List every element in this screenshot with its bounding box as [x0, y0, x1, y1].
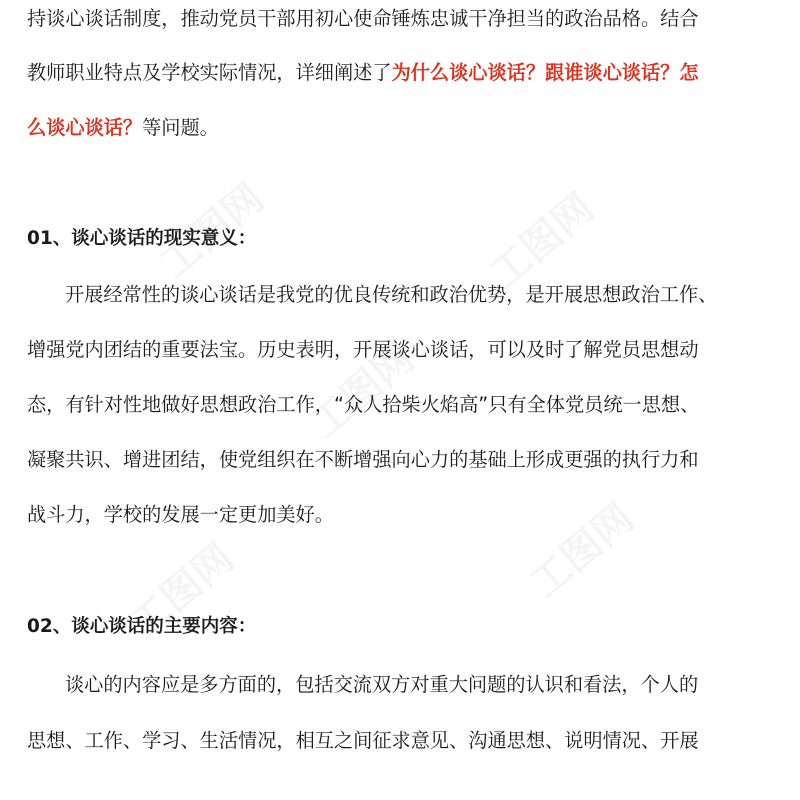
section-1-heading: 01、谈心谈话的现实意义：	[27, 228, 257, 249]
intro-line-3-text: 等问题。	[142, 116, 219, 139]
watermark	[516, 488, 645, 609]
section-1-line: 增强党内团结的重要法宝。历史表明，开展谈心谈话，可以及时了解党员思想动	[27, 338, 699, 361]
intro-line-3	[27, 115, 219, 141]
section-1-line: 开展经常性的谈心谈话是我党的优良传统和政治优势，是开展思想政治工作、	[65, 283, 718, 306]
intro-line-1: 持谈心谈话制度，推动党员干部用初心使命锤炼忠诚干净担当的政治品格。结合	[27, 7, 699, 30]
section-2-line: 谈心的内容应是多方面的，包括交流双方对重大问题的认识和看法，个人的	[65, 673, 699, 696]
section-2-heading: 02、谈心谈话的主要内容：	[27, 616, 257, 637]
section-1-line: 战斗力，学校的发展一定更加美好。	[27, 503, 334, 526]
section-1-line: 凝聚共识、增进团结，使党组织在不断增强向心力的基础上形成更强的执行力和	[27, 448, 699, 471]
intro-line-2	[27, 60, 699, 86]
intro-highlight-1: 为什么谈心谈话？跟谁谈心谈话？怎	[391, 61, 699, 84]
intro-line-2-text: 教师职业特点及学校实际情况，详细阐述了	[27, 61, 392, 84]
section-1-line: 态，有针对性地做好思想政治工作，“众人拾柴火焰高”只有全体党员统一思想、	[27, 393, 700, 416]
section-2-line: 思想、工作、学习、生活情况，相互之间征求意见、沟通思想、说明情况、开展	[27, 729, 699, 752]
intro-highlight-2: 么谈心谈话？	[27, 116, 143, 139]
watermark	[476, 178, 605, 299]
